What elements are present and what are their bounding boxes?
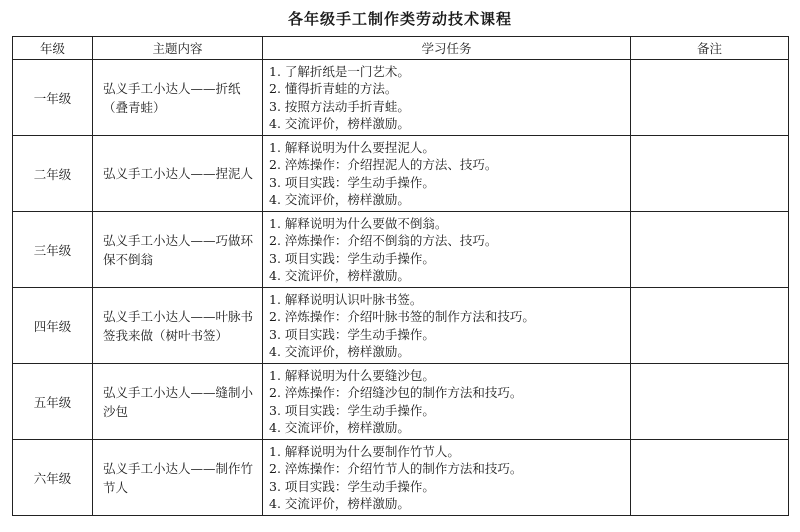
task-item: 2. 懂得折青蛙的方法。	[269, 81, 398, 96]
table-row	[13, 212, 789, 288]
grade-cell: 四年级	[13, 288, 93, 364]
header-grade: 年级	[13, 37, 93, 60]
task-item: 2. 淬炼操作：介绍不倒翁的方法、技巧。	[269, 233, 498, 248]
task-item: 4. 交流评价，榜样激励。	[269, 192, 410, 207]
grade-cell: 六年级	[13, 440, 93, 516]
topic-cell: 弘义手工小达人——制作竹节人	[93, 440, 263, 516]
notes-cell	[631, 136, 789, 212]
tasks-cell	[263, 288, 631, 364]
table-row	[13, 440, 789, 516]
task-item: 3. 项目实践：学生动手操作。	[269, 478, 435, 494]
task-item: 4. 交流评价，榜样激励。	[269, 420, 410, 435]
table-row	[13, 136, 789, 212]
task-item: 3. 项目实践：学生动手操作。	[269, 250, 435, 266]
notes-cell	[631, 364, 789, 440]
task-item: 1. 解释说明为什么要捏泥人。	[269, 139, 435, 155]
grade-cell: 三年级	[13, 212, 93, 288]
table-header-row	[13, 37, 789, 60]
header-topic: 主题内容	[93, 37, 263, 60]
task-item: 2. 淬炼操作：介绍叶脉书签的制作方法和技巧。	[269, 309, 535, 324]
task-item: 2. 淬炼操作：介绍竹节人的制作方法和技巧。	[269, 461, 523, 476]
tasks-cell	[263, 212, 631, 288]
tasks-cell	[263, 440, 631, 516]
tasks-cell	[263, 364, 631, 440]
table-row	[13, 288, 789, 364]
task-item: 2. 淬炼操作：介绍缝沙包的制作方法和技巧。	[269, 385, 523, 400]
task-item: 4. 交流评价，榜样激励。	[269, 268, 410, 283]
task-item: 1. 解释说明认识叶脉书签。	[269, 291, 423, 307]
header-notes: 备注	[631, 37, 789, 60]
table-row	[13, 60, 789, 136]
task-item: 3. 项目实践：学生动手操作。	[269, 326, 435, 342]
curriculum-table	[12, 36, 789, 516]
grade-cell: 五年级	[13, 364, 93, 440]
task-item: 3. 项目实践：学生动手操作。	[269, 174, 435, 190]
topic-cell: 弘义手工小达人——叶脉书签我来做（树叶书签）	[93, 288, 263, 364]
task-item: 3. 按照方法动手折青蛙。	[269, 98, 410, 114]
notes-cell	[631, 60, 789, 136]
task-item: 1. 了解折纸是一门艺术。	[269, 63, 410, 79]
topic-cell: 弘义手工小达人——折纸（叠青蛙）	[93, 60, 263, 136]
topic-cell: 弘义手工小达人——捏泥人	[93, 136, 263, 212]
header-tasks: 学习任务	[263, 37, 631, 60]
task-item: 4. 交流评价，榜样激励。	[269, 116, 410, 131]
topic-cell: 弘义手工小达人——巧做环保不倒翁	[93, 212, 263, 288]
table-row	[13, 364, 789, 440]
notes-cell	[631, 288, 789, 364]
tasks-cell	[263, 136, 631, 212]
grade-cell: 一年级	[13, 60, 93, 136]
document-title: 各年级手工制作类劳动技术课程	[287, 10, 512, 28]
task-item: 3. 项目实践：学生动手操作。	[269, 402, 435, 418]
notes-cell	[631, 440, 789, 516]
notes-cell	[631, 212, 789, 288]
task-item: 4. 交流评价，榜样激励。	[269, 496, 410, 511]
task-item: 2. 淬炼操作：介绍捏泥人的方法、技巧。	[269, 157, 498, 172]
grade-cell: 二年级	[13, 136, 93, 212]
tasks-cell	[263, 60, 631, 136]
task-item: 1. 解释说明为什么要缝沙包。	[269, 367, 435, 383]
task-item: 4. 交流评价，榜样激励。	[269, 344, 410, 359]
task-item: 1. 解释说明为什么要做不倒翁。	[269, 215, 448, 231]
topic-cell: 弘义手工小达人——缝制小沙包	[93, 364, 263, 440]
task-item: 1. 解释说明为什么要制作竹节人。	[269, 443, 460, 459]
